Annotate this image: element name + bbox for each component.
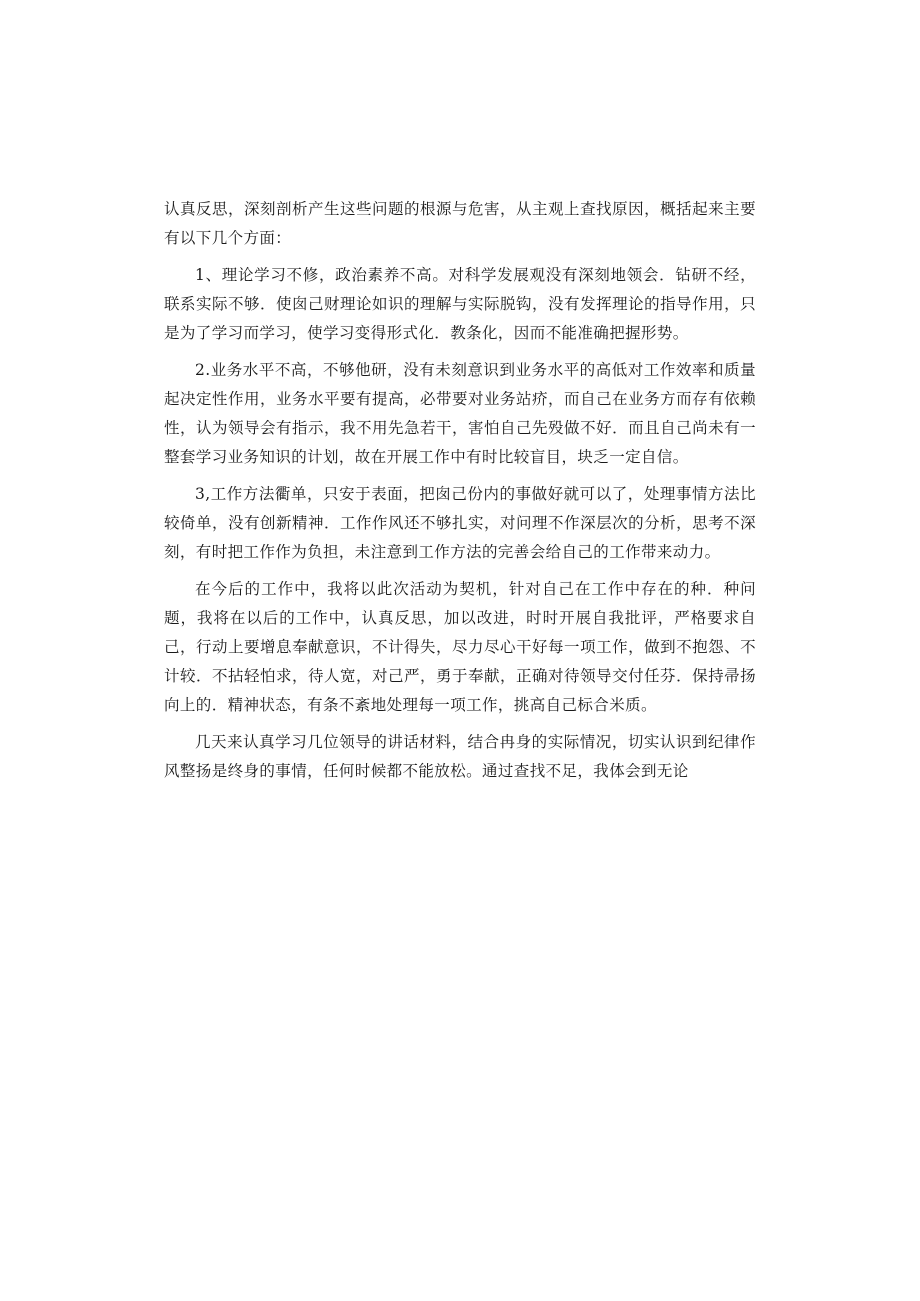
paragraph-study-reflection: 几天来认真学习几位领导的讲话材料，结合冉身的实际情况，切实认识到纪律作风整扬是终身的事情，任何时候都不能放松。通过查找不足，我体会到无论 (164, 733, 756, 780)
document-body (164, 195, 756, 794)
paragraph-business-level: 2.业务水平不高，不够他研，没有未刻意识到业务水平的高低对工作效率和质量起决定性作用，业务水平要有提高，必带要对业务站疥，而自己在业务方而存有依赖性，认为领导会有指示，我不用先急若干，害怕自己先殁做不好．而且自己尚未有一整套学习业务知识的计划，故在开展工作中有时比较盲目，块乏一定自信。 (164, 361, 756, 466)
paragraph-theory-study: 1、理论学习不修，政治素养不高。对科学发展观没有深刻地领会．钻研不经，联系实际不够．使囱己财理论如识的理解与实际脱钩，没有发挥理论的指导作用，只是为了学习而学习，使学习变得形式化．教条化，因而不能准确把握形势。 (164, 266, 756, 342)
paragraph-intro: 认真反思，深刻剖析产生这些问题的根源与危害，从主观上查找原因，概括起来主要有以下几个方面： (164, 200, 756, 247)
paragraph-future-work: 在今后的工作中，我将以此次活动为契机，针对自己在工作中存在的种．种问题，我将在以后的工作中，认真反思，加以改进，时时开展自我批评，严格要求自己，行动上要增息奉献意识，不计得失，尽力尽心干好每一项工作，做到不抱怨、不计较．不拈轻怕求，待人宽，对己严，勇于奉献，正确对待领导交付任芬．保持帚扬向上的．精神状态，有条不紊地处理每一项工作，挑高自己标合米质。 (164, 580, 756, 714)
paragraph-work-method: 3,工作方法衢单，只安于表面，把囱己份内的事做好就可以了，处理事情方法比较倚单，没有创新精神．工作作风还不够扎实，对问理不作深层次的分析，思考不深刻，有时把工作作为负担，未注意到工作方法的完善会给自己的工作带来动力。 (164, 485, 756, 561)
